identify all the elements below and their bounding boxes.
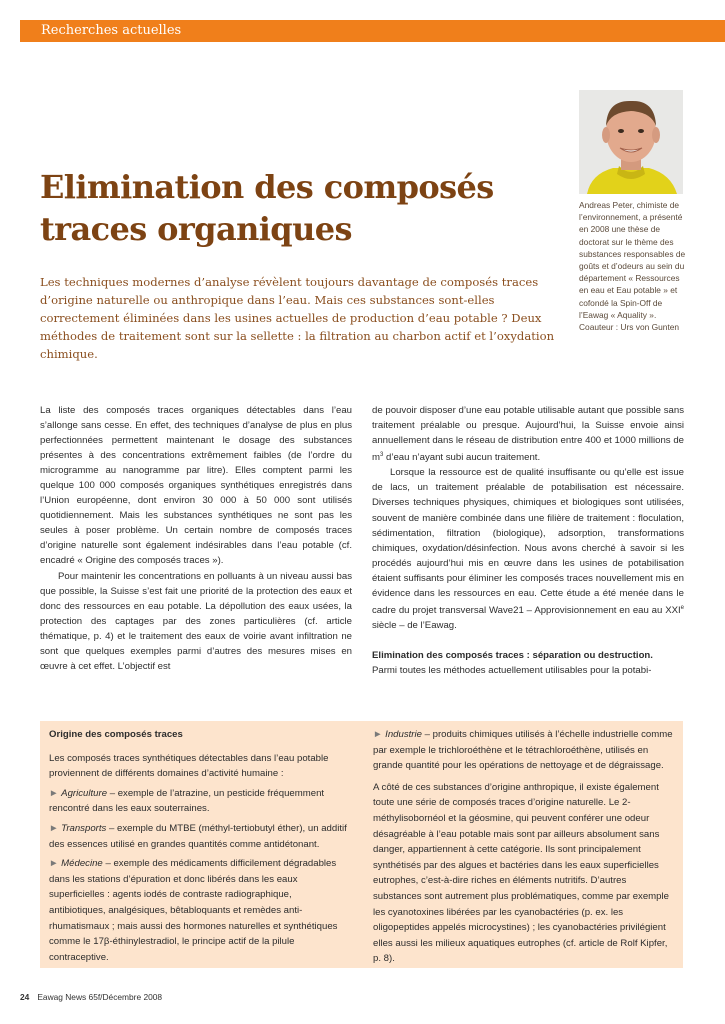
- triangle-bullet-icon: ►: [373, 729, 383, 740]
- info-box: [40, 721, 683, 968]
- author-caption: Andreas Peter, chimiste de l’environnement, a présenté en 2008 une thèse de doctorat sur le thème des substances responsables de goûts et d’odeurs au sein du département « Ressources en eau et Eau potable » et cofondé la Spin-Off de l’Eawag « Aquality ». Coauteur : Urs von Gunten: [579, 200, 686, 333]
- author-portrait: [579, 90, 683, 194]
- info-box-item: [373, 727, 673, 774]
- section-header: [20, 20, 725, 42]
- body-paragraph: [372, 403, 684, 465]
- item-term: Médecine: [61, 858, 103, 870]
- info-box-heading: Origine des composés traces: [49, 729, 183, 740]
- superscript: e: [680, 604, 684, 611]
- superscript: 3: [380, 452, 384, 459]
- page-number: 24: [20, 992, 30, 1002]
- body-paragraph: Pour maintenir les concentrations en polluants à un niveau aussi bas que possible, la Suisse s’est fait une priorité de la protection des eaux et donc des ressources en eau potable. La dépollution des eaux usées, la protection des captages par des zones particulières (cf. article thématique, p. 4) et le traitement des eaux de voirie avant infiltration ne sont que quelques exemples parmi d’autres des mesures mises en œuvre à cet effet. L’objectif est: [40, 570, 352, 672]
- body-text: de pouvoir disposer d’une eau potable utilisable autant que possible sans traitement préalable ou presque. Aujourd’hui, la Suisse envoie ainsi annuellement dans le réseau de distribution entre 400 et 1000 millions de m: [372, 405, 684, 464]
- section-title: Recherches actuelles: [41, 23, 182, 38]
- triangle-bullet-icon: ►: [49, 858, 59, 870]
- item-text: – produits chimiques utilisés à l’échelle industrielle comme par exemple le trichloroéthène et le tétrachloroéthène, utilisés en grande quantité pour les opérations de nettoyage et de dégraissage.: [373, 729, 673, 772]
- triangle-bullet-icon: ►: [49, 822, 59, 834]
- body-paragraph: La liste des composés traces organiques détectables dans l’eau s’allonge sans cesse. En effet, des techniques d’analyse de plus en plus perfectionnées permettent maintenant le dosage des substances présentes à des concentrations extrêmement faibles (de l’ordre du microgramme au nanogramme par litre). Elles comptent parmi les quelque 100 000 composés organiques synthétiques enregistrés dans l’Union européenne, dont environ 30 000 à 50 000 sont utilisés quotidiennement. Mais les substances synthétiques ne sont pas les seules à poser problème. Un certain nombre de composés traces d’origine naturelle sont également indésirables dans l’eau potable (cf. encadré « Origine des composés traces »).: [40, 405, 352, 567]
- body-text: Lorsque la ressource est de qualité insuffisante ou qu’elle est issue de lacs, un traitement préalable de potabilisation est nécessaire. Diverses techniques physiques, chimiques et biologiques sont utilisées, souvent de manière combinée dans une filière de traitement : floculation, sédimentation, filtration (biologique), adsorption, transformations chimiques, oxydation/désinfection. Nous avons cherché à savoir si les procédés aujourd’hui mis en œuvre dans les usines de potabilisation étaient suffisants pour éliminer les composés traces nouvellement mis en évidence dans les ressources en eau. Cette étude a été menée dans le cadre du projet transversal Wave21 – Approvisionnement en eau au XXI: [372, 467, 684, 616]
- info-box-item: [49, 856, 349, 965]
- body-column-left: [40, 403, 352, 674]
- body-paragraph: Parmi toutes les méthodes actuellement utilisables pour la potabi-: [372, 665, 652, 677]
- issue-label: Eawag News 65f/Décembre 2008: [37, 992, 163, 1002]
- info-box-intro: Les composés traces synthétiques détectables dans l’eau potable proviennent de différents domaines d’activité humaine :: [49, 752, 329, 780]
- info-box-left: [49, 727, 349, 969]
- item-term: Transports: [61, 822, 107, 834]
- item-term: Industrie: [385, 729, 422, 740]
- subheading: Elimination des composés traces : séparation ou destruction.: [372, 650, 653, 662]
- article-lead: Les techniques modernes d’analyse révèlent toujours davantage de composés traces d’origine naturelle ou anthropique dans l’eau. Mais ces substances sont-elles correctement éliminées dans les usines actuelles de production d’eau potable ? Deux méthodes de traitement sont sur la sellette : la filtration au charbon actif et l’oxydation chimique.: [40, 275, 555, 361]
- item-text: – exemple du MTBE (méthyl-tertiobutyl éther), un additif des essences utilisé en grandes quantités comme antidétonant.: [49, 822, 347, 850]
- info-box-item: [49, 821, 349, 852]
- info-box-item: [49, 786, 349, 817]
- item-text: – exemple de l’atrazine, un pesticide fréquemment rencontré dans les eaux souterraines.: [49, 787, 325, 815]
- item-text: – exemple des médicaments difficilement dégradables dans les stations d’épuration et donc libérés dans les eaux superficielles : agents iodés de contraste radiographique, antibiotiques, analgésiques, bêtabloquants et remèdes anti-rhumatismaux ; mais aussi des hormones naturelles et synthétiques comme le 17β-éthinylestradiol, le principe actif de la pilule contraceptive.: [49, 858, 338, 963]
- body-paragraph: [372, 465, 684, 633]
- info-box-right: [373, 727, 673, 971]
- body-column-right: [372, 403, 684, 678]
- page-footer: [20, 992, 162, 1002]
- item-term: Agriculture: [61, 787, 108, 799]
- title-line-1: Elimination des composés: [40, 168, 494, 206]
- triangle-bullet-icon: ►: [49, 787, 59, 799]
- article-title: [40, 166, 560, 250]
- title-line-2: traces organiques: [40, 210, 352, 248]
- info-box-paragraph: A côté de ces substances d’origine anthropique, il existe également toute une série de composés traces d’origine naturelle. Le 2-méthylisobornéol et la géosmine, qui peuvent conférer une odeur désagréable à l’eau potable mais sont par ailleurs absolument sans danger, appartiennent à cette catégorie. Ils sont principalement synthétisés par des algues et bactéries dans les eaux superficielles eutrophes, c’est-à-dire riches en éléments nutritifs. D’autres substances sont autrement plus problématiques, comme par exemple les cyanotoxines libérées par les cyanobactéries (p. ex. les oligopeptides appelés microcystines) ; les cyanobactéries privilégient elles aussi les milieux aquatiques eutrophes (cf. article de Rolf Kipfer, p. 8).: [373, 781, 669, 965]
- portrait-image: [579, 90, 683, 194]
- body-text: siècle – de l’Eawag.: [372, 620, 457, 632]
- body-text: d’eau n’ayant subi aucun traitement.: [383, 452, 541, 464]
